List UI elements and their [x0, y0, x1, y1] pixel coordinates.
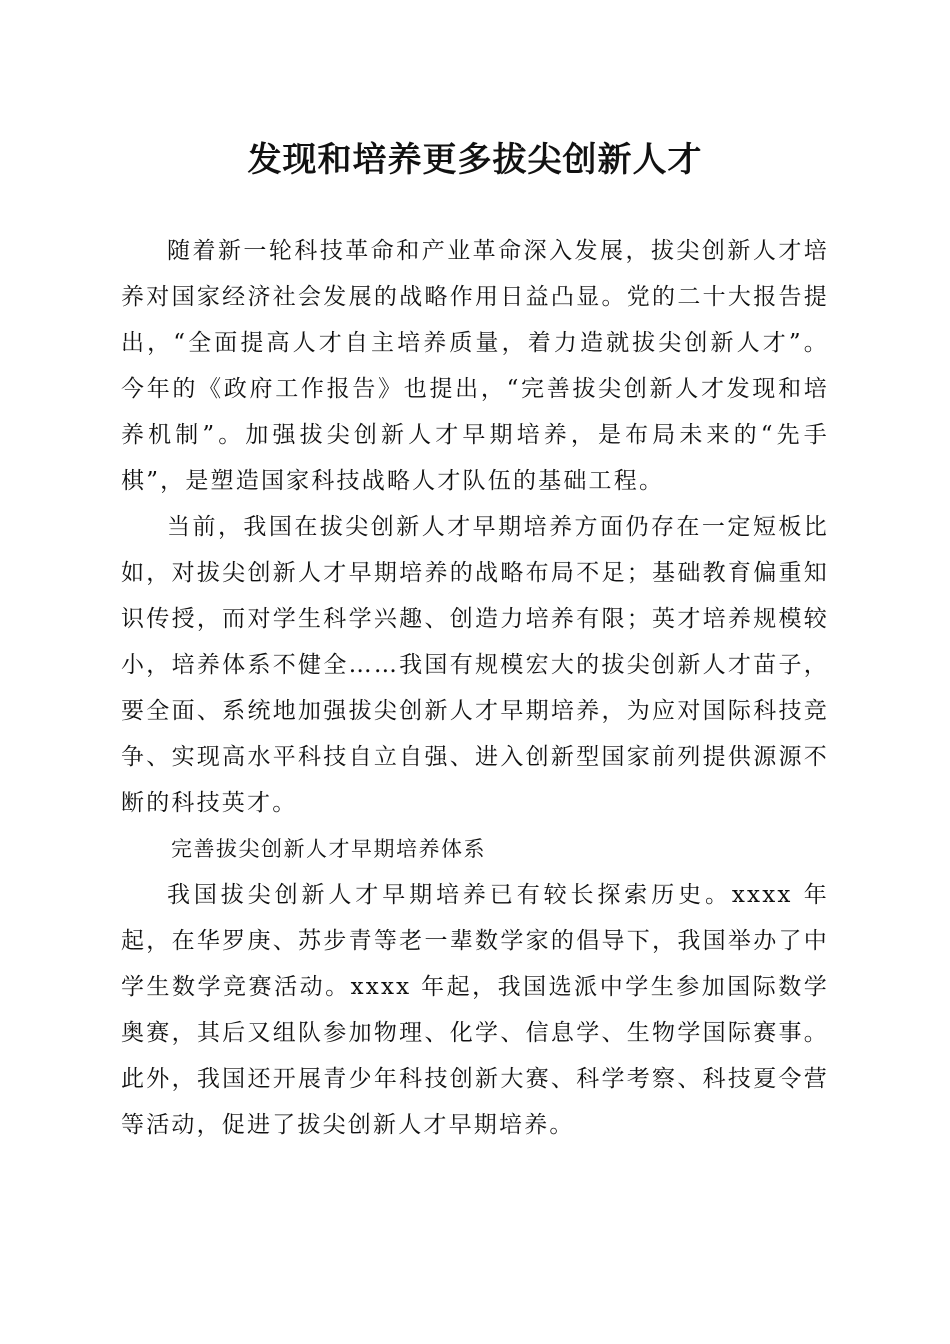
document-title: 发现和培养更多拔尖创新人才 [247, 140, 703, 180]
paragraph-2: 当前，我国在拔尖创新人才早期培养方面仍存在一定短板比如，对拔尖创新人才早期培养的战略布局不足；基础教育偏重知识传授，而对学生科学兴趣、创造力培养有限；英才培养规模较小，培养体系不健全……我国有规模宏大的拔尖创新人才苗子，要全面、系统地加强拔尖创新人才早期培养，为应对国际科技竞争、实现高水平科技自立自强、进入创新型国家前列提供源源不断的科技英才。 [121, 514, 829, 816]
section-subheading: 完善拔尖创新人才早期培养体系 [171, 837, 486, 861]
paragraph-3: 我国拔尖创新人才早期培养已有较长探索历史。xxxx 年起，在华罗庚、苏步青等老一辈数学家的倡导下，我国举办了中学生数学竞赛活动。xxxx 年起，我国选派中学生参加国际数学奥赛，其后又组队参加物理、化学、信息学、生物学国际赛事。此外，我国还开展青少年科技创新大赛、科学考察、科技夏令营等活动，促进了拔尖创新人才早期培养。 [121, 882, 829, 1138]
document-body [121, 228, 829, 1148]
paragraph-1: 随着新一轮科技革命和产业革命深入发展，拔尖创新人才培养对国家经济社会发展的战略作用日益凸显。党的二十大报告提出，“全面提高人才自主培养质量，着力造就拔尖创新人才”。今年的《政府工作报告》也提出，“完善拔尖创新人才发现和培养机制”。加强拔尖创新人才早期培养，是布局未来的“先手棋”，是塑造国家科技战略人才队伍的基础工程。 [121, 238, 829, 494]
